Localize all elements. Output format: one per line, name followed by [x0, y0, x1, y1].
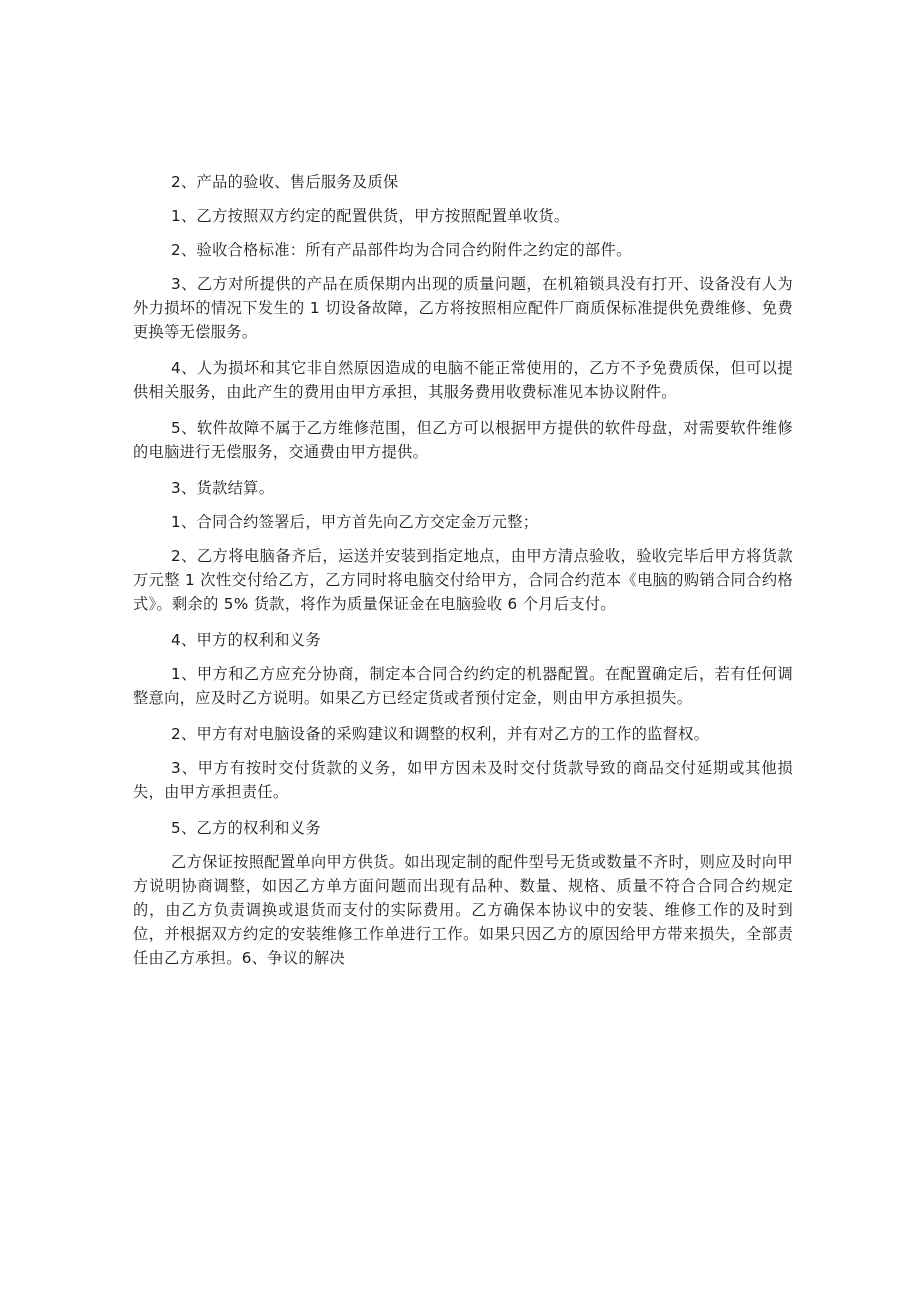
section-heading-acceptance: 2、产品的验收、售后服务及质保	[171, 173, 399, 191]
clause-paragraph: 3、甲方有按时交付货款的义务，如甲方因未及时交付货款导致的商品交付延期或其他损失，由甲方承担责任。	[133, 759, 793, 801]
clause-paragraph: 乙方保证按照配置单向甲方供货。如出现定制的配件型号无货或数量不齐时，则应及时向甲方说明协商调整，如因乙方单方面问题而出现有品种、数量、规格、质量不符合合同合约规定的，由乙方负责调换或退货而支付的实际费用。乙方确保本协议中的安装、维修工作的及时到位，并根据双方约定的安装维修工作单进行工作。如果只因乙方的原因给甲方带来损失，全部责任由乙方承担。6、争议的解决	[133, 853, 793, 967]
clause-paragraph: 4、人为损坏和其它非自然原因造成的电脑不能正常使用的，乙方不予免费质保，但可以提供相关服务，由此产生的费用由甲方承担，其服务费用收费标准见本协议附件。	[133, 359, 793, 401]
clause-paragraph: 2、验收合格标准：所有产品部件均为合同合约附件之约定的部件。	[171, 241, 632, 259]
section-heading-party-a: 4、甲方的权利和义务	[171, 631, 321, 649]
clause-paragraph: 2、乙方将电脑备齐后，运送并安装到指定地点，由甲方清点验收，验收完毕后甲方将货款万元整 1 次性交付给乙方，乙方同时将电脑交付给甲方，合同合约范本《电脑的购销合同合约格式》。剩余的 5% 货款，将作为质量保证金在电脑验收 6 个月后支付。	[133, 547, 793, 613]
clause-paragraph: 2、甲方有对电脑设备的采购建议和调整的权利，并有对乙方的工作的监督权。	[171, 725, 710, 743]
document-body	[133, 170, 793, 982]
clause-paragraph: 5、软件故障不属于乙方维修范围，但乙方可以根据甲方提供的软件母盘，对需要软件维修的电脑进行无偿服务，交通费由甲方提供。	[133, 419, 793, 461]
clause-paragraph: 1、乙方按照双方约定的配置供货，甲方按照配置单收货。	[171, 207, 570, 225]
section-heading-payment: 3、货款结算。	[171, 479, 275, 497]
section-heading-party-b: 5、乙方的权利和义务	[171, 819, 321, 837]
clause-paragraph: 1、合同合约签署后，甲方首先向乙方交定金万元整；	[171, 513, 539, 531]
clause-paragraph: 1、甲方和乙方应充分协商，制定本合同合约约定的机器配置。在配置确定后，若有任何调整意向，应及时乙方说明。如果乙方已经定货或者预付定金，则由甲方承担损失。	[133, 665, 793, 707]
clause-paragraph: 3、乙方对所提供的产品在质保期内出现的质量问题，在机箱锁具没有打开、设备没有人为外力损坏的情况下发生的 1 切设备故障，乙方将按照相应配件厂商质保标准提供免费维修、免费更换等无偿服务。	[133, 275, 793, 341]
